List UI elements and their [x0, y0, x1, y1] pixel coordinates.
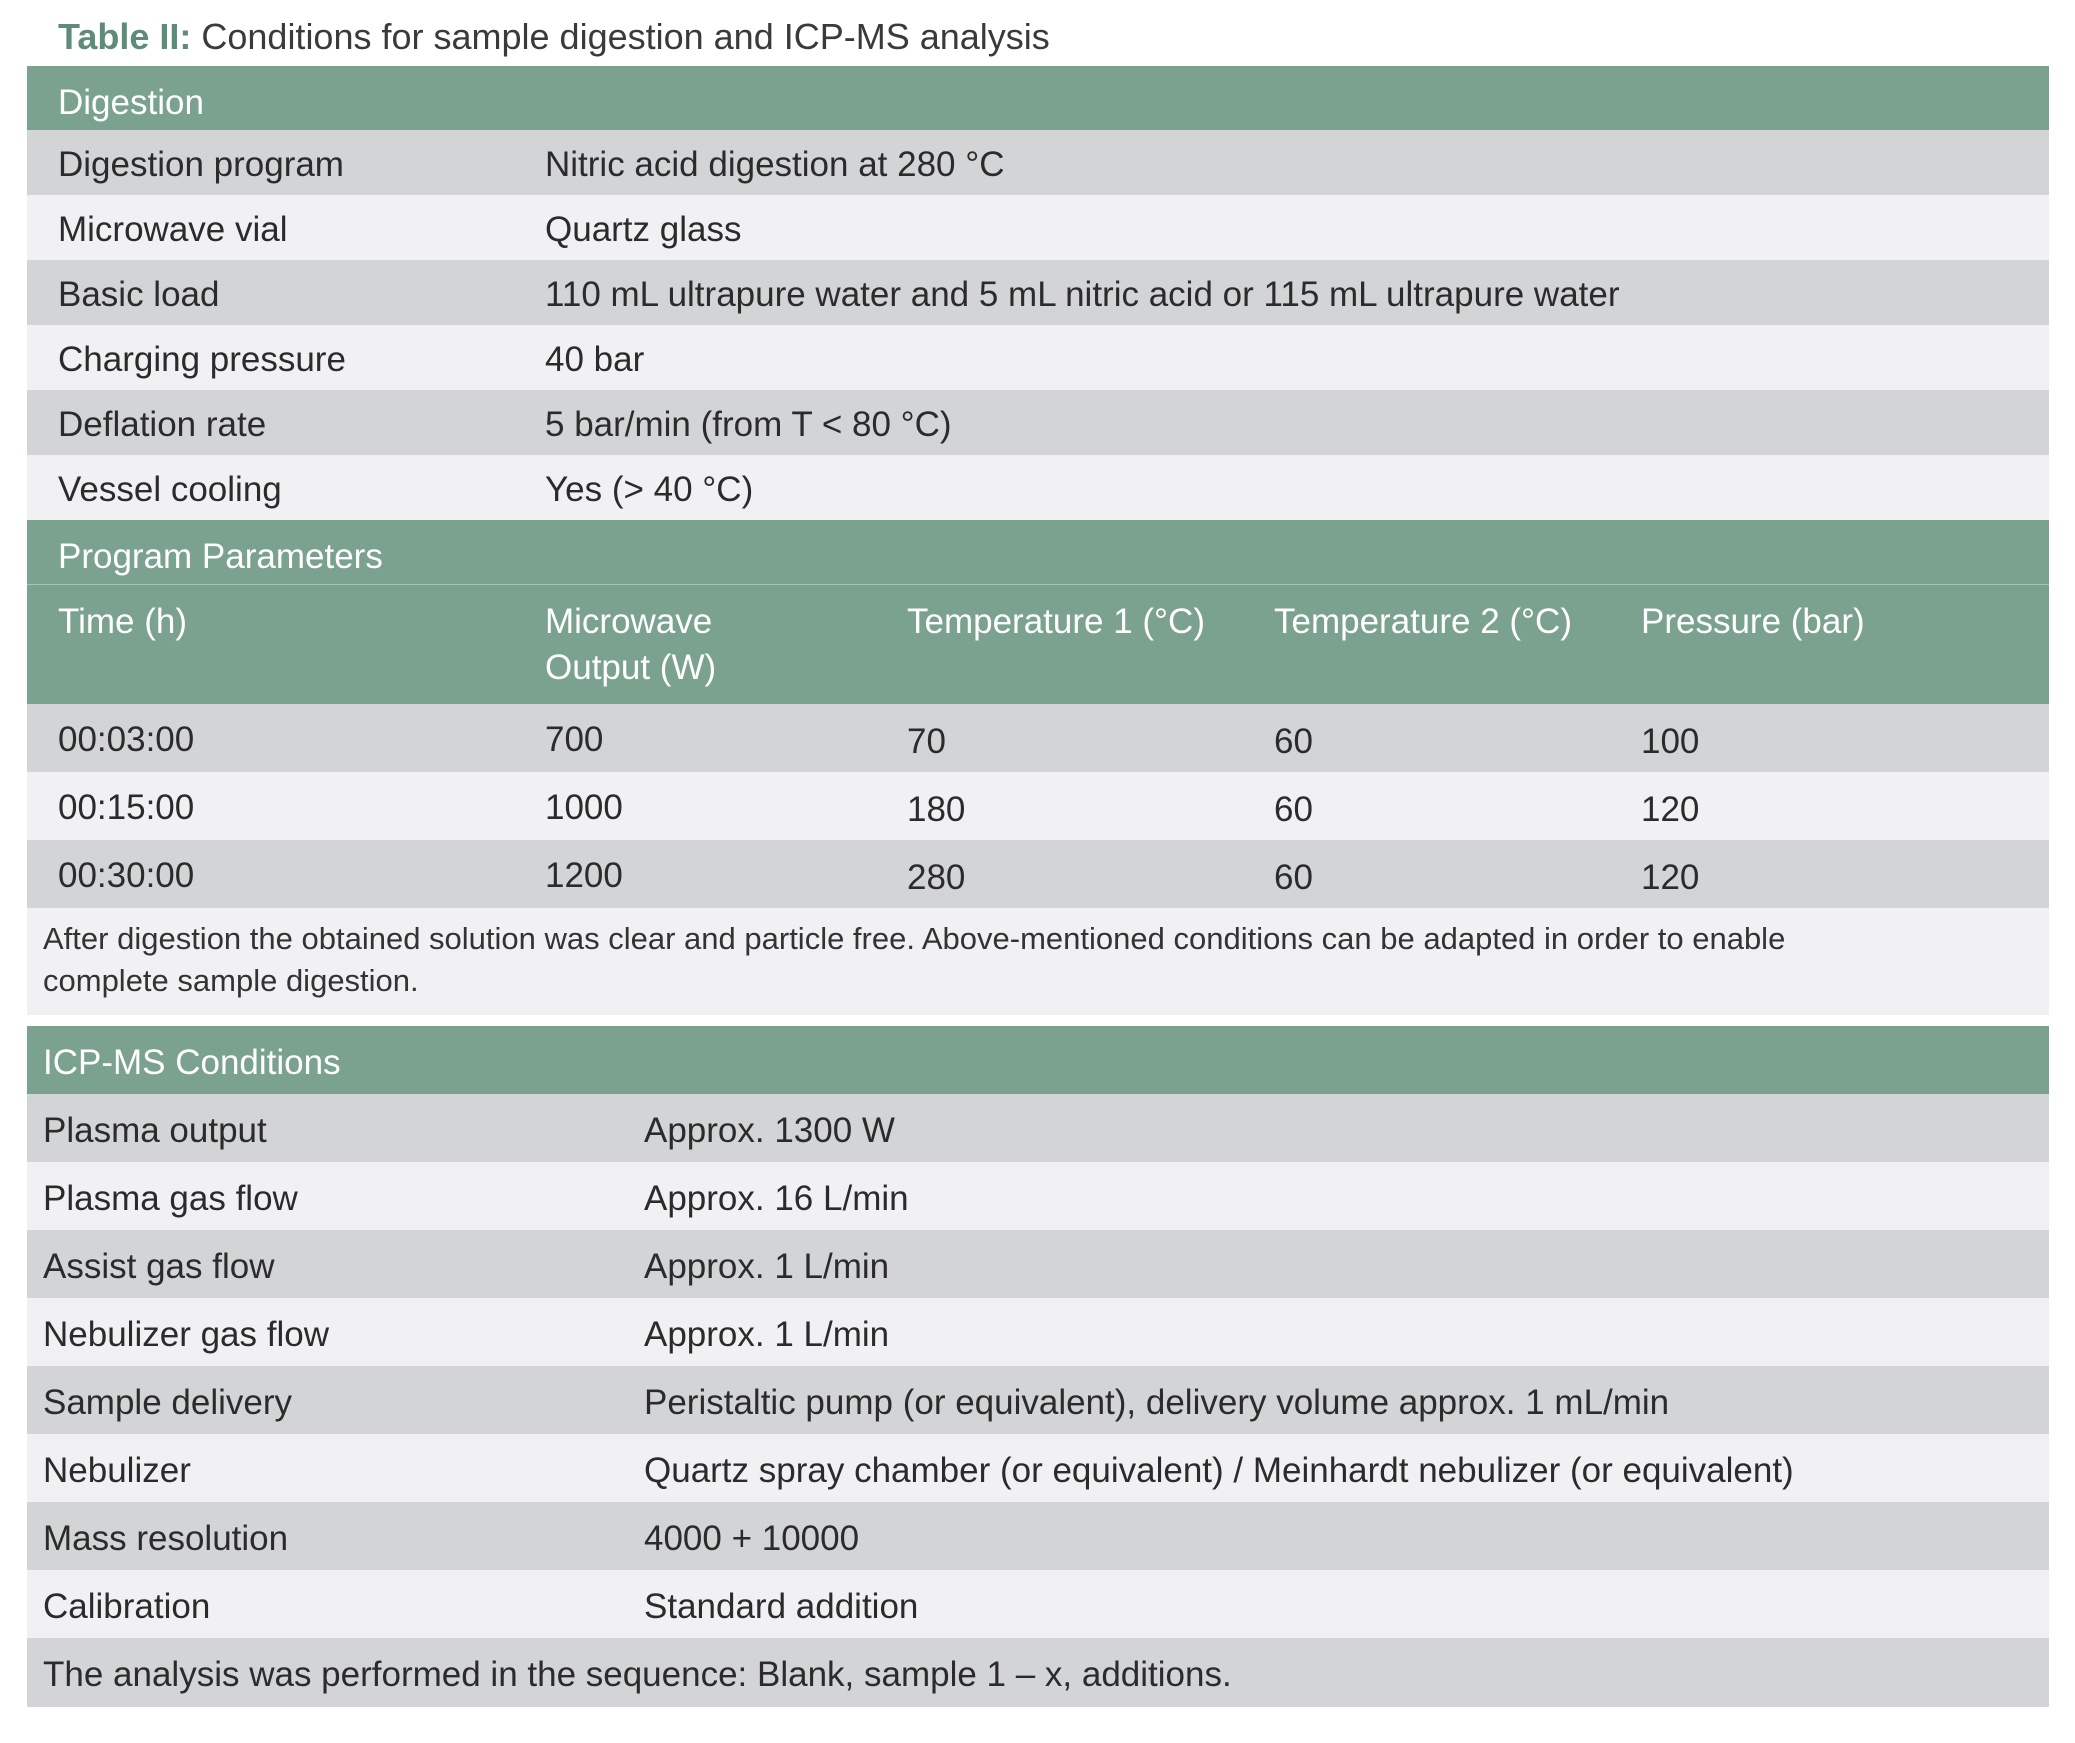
cell-temperature-2: 60	[1274, 858, 1313, 897]
row-label: Basic load	[58, 275, 220, 314]
program-column-headers	[27, 585, 2049, 704]
column-header-microwave-output: Microwave Output (W)	[545, 602, 717, 687]
row-label: Vessel cooling	[58, 470, 282, 509]
cell-microwave-output: 1200	[545, 856, 623, 895]
row-label: Microwave vial	[58, 210, 288, 249]
icpms-table	[27, 1026, 2049, 1707]
cell-temperature-1: 280	[907, 858, 966, 897]
table-row	[27, 1094, 2049, 1162]
table-row	[27, 1366, 2049, 1434]
row-value: Peristaltic pump (or equivalent), delivery volume approx. 1 mL/min	[644, 1383, 1670, 1422]
table-row	[27, 130, 2049, 195]
icpms-title: ICP-MS Conditions	[43, 1043, 341, 1082]
row-label: Plasma output	[43, 1111, 267, 1150]
program-note-row	[27, 908, 2049, 1015]
table-row	[27, 1570, 2049, 1638]
icpms-note-row	[27, 1638, 2049, 1707]
column-header-temperature-2: Temperature 2 (°C)	[1274, 602, 1572, 641]
row-value: Approx. 16 L/min	[644, 1179, 909, 1218]
cell-temperature-2: 60	[1274, 722, 1313, 761]
table-row	[27, 772, 2049, 840]
digestion-table	[27, 66, 2049, 1015]
column-header-temperature-1: Temperature 1 (°C)	[907, 602, 1205, 641]
table-row	[27, 840, 2049, 908]
row-value: Standard addition	[644, 1587, 919, 1626]
digestion-header	[27, 66, 2049, 130]
row-value: 5 bar/min (from T < 80 °C)	[545, 405, 952, 444]
cell-microwave-output: 700	[545, 720, 604, 759]
table-row	[27, 195, 2049, 260]
table-row	[27, 704, 2049, 772]
program-title: Program Parameters	[58, 537, 383, 576]
row-label: Digestion program	[58, 145, 344, 184]
row-label: Nebulizer	[43, 1451, 191, 1490]
row-label: Charging pressure	[58, 340, 346, 379]
cell-pressure: 120	[1641, 790, 1700, 829]
row-value: Approx. 1 L/min	[644, 1247, 890, 1286]
row-value: Yes (> 40 °C)	[545, 470, 754, 509]
row-label: Nebulizer gas flow	[43, 1315, 329, 1354]
row-label: Sample delivery	[43, 1383, 292, 1422]
row-label: Mass resolution	[43, 1519, 289, 1558]
row-label: Assist gas flow	[43, 1247, 275, 1286]
row-value: Nitric acid digestion at 280 °C	[545, 145, 1005, 184]
cell-time: 00:30:00	[58, 856, 195, 895]
cell-temperature-2: 60	[1274, 790, 1313, 829]
row-value: 110 mL ultrapure water and 5 mL nitric acid or 115 mL ultrapure water	[545, 275, 1620, 314]
table-row	[27, 1162, 2049, 1230]
cell-time: 00:15:00	[58, 788, 195, 827]
table-caption	[58, 14, 1050, 60]
column-header-pressure: Pressure (bar)	[1641, 602, 1865, 641]
digestion-title: Digestion	[58, 83, 204, 122]
cell-temperature-1: 70	[907, 722, 946, 761]
row-label: Plasma gas flow	[43, 1179, 298, 1218]
row-value: 40 bar	[545, 340, 645, 379]
cell-temperature-1: 180	[907, 790, 966, 829]
row-value: Quartz glass	[545, 210, 742, 249]
table-row	[27, 260, 2049, 325]
table-caption-label: Table II:	[58, 16, 192, 57]
row-label: Deflation rate	[58, 405, 267, 444]
row-value: Approx. 1300 W	[644, 1111, 895, 1150]
table-row	[27, 1502, 2049, 1570]
row-label: Calibration	[43, 1587, 211, 1626]
cell-time: 00:03:00	[58, 720, 195, 759]
table-row	[27, 390, 2049, 455]
row-value: Quartz spray chamber (or equivalent) / Meinhardt nebulizer (or equivalent)	[644, 1451, 1794, 1490]
cell-microwave-output: 1000	[545, 788, 623, 827]
table-caption-text: Conditions for sample digestion and ICP-MS analysis	[201, 16, 1050, 57]
table-row	[27, 325, 2049, 390]
table-row	[27, 455, 2049, 520]
cell-pressure: 120	[1641, 858, 1700, 897]
table-row	[27, 1230, 2049, 1298]
icpms-header	[27, 1026, 2049, 1094]
table-row	[27, 1434, 2049, 1502]
table-row	[27, 1298, 2049, 1366]
row-value: Approx. 1 L/min	[644, 1315, 890, 1354]
icpms-note: The analysis was performed in the sequence: Blank, sample 1 – x, additions.	[43, 1655, 1232, 1694]
program-note: After digestion the obtained solution was clear and particle free. Above-mentioned conditions can be adapted in order to enable complete sample digestion.	[43, 921, 1786, 998]
cell-pressure: 100	[1641, 722, 1700, 761]
column-header-time: Time (h)	[58, 602, 187, 641]
row-value: 4000 + 10000	[644, 1519, 860, 1558]
program-header	[27, 520, 2049, 585]
